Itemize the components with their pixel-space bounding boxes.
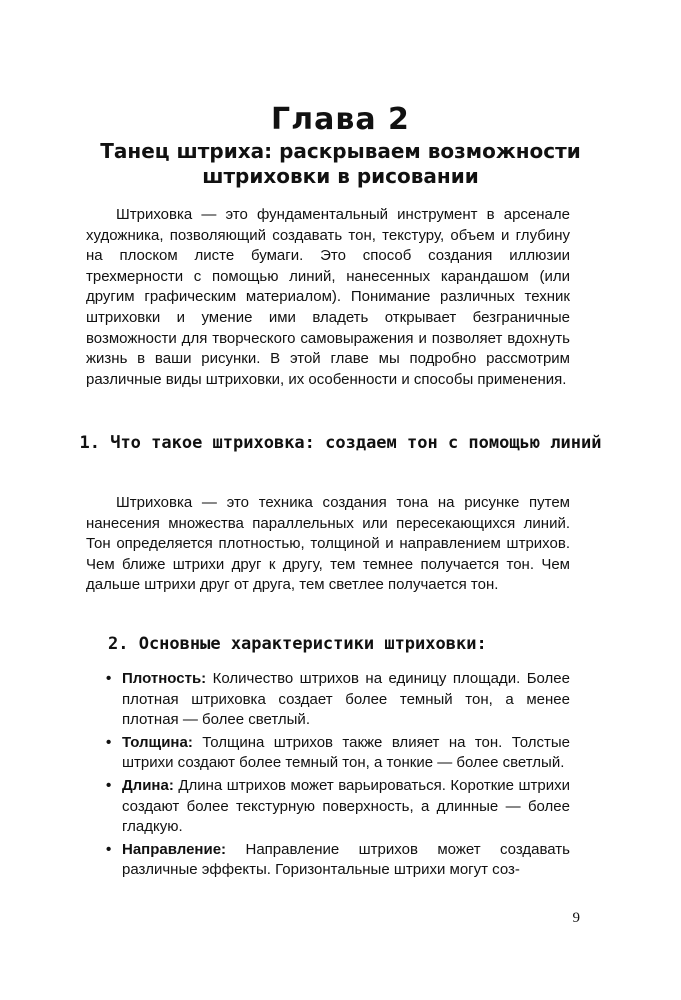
section-1-heading: 1. Что такое штриховка: создаем тон с помощью линий [79,433,602,453]
section-2-heading: 2. Основные характеристики штриховки: [108,634,487,654]
list-item-term: Плотность: [122,670,207,687]
list-item [104,776,570,838]
bullet-icon: • [106,733,112,751]
list-item-text: Длина штрихов может варьироваться. Короткие штрихи создают более текстурную поверхность, а длинные — более гладкую. [122,776,570,836]
list-item-term: Длина: [122,776,174,794]
list-item-term: Толщина: [122,733,193,751]
list-item [104,840,570,881]
list-item [104,669,570,731]
list-item-text: Количество штрихов на единицу площади. Более плотная штриховка создает более темный тон, а менее плотная — более светлый. [122,670,570,729]
chapter-title: Глава 2 [271,102,410,137]
characteristics-list [104,669,570,883]
page-number: 9 [572,910,580,926]
chapter-subtitle: Танец штриха: раскрываем возможности штриховки в рисовании [100,139,581,188]
bullet-icon: • [106,776,112,794]
list-item-text: Толщина штрихов также влияет на тон. Толстые штрихи создают более темный тон, а тонкие — более светлый. [122,733,571,772]
list-item [104,733,570,774]
list-item-text: Направление штрихов может создавать различные эффекты. Горизонтальные штрихи могут соз- [122,840,570,879]
intro-paragraph: Штриховка — это фундаментальный инструмент в арсенале художника, позволяющий создавать тон, текстуру, объем и глубину на плоском листе бумаги. Это способ создания иллюзии трехмерности с помощью линий, нанесенных карандашом (или другим графическим материалом). Понимание различных техник штриховки и умение ими владеть открывает безграничные возможности для творческого самовыражения и позволяет вдохнуть жизнь в ваши рисунки. В этой главе мы подробно рассмотрим различные виды штриховки, их особенности и способы применения. [86,206,570,388]
list-item-term: Направление: [122,840,227,858]
bullet-icon: • [106,670,112,687]
section-1-paragraph: Штриховка — это техника создания тона на рисунке путем нанесения множества параллельных или пересекающихся линий. Тон определяется плотностью, толщиной и направлением штрихов. Чем ближе штрихи друг к другу, тем темнее получается тон. Чем дальше штрихи друг от друга, тем светлее получается тон. [86,494,570,594]
bullet-icon: • [106,840,112,858]
